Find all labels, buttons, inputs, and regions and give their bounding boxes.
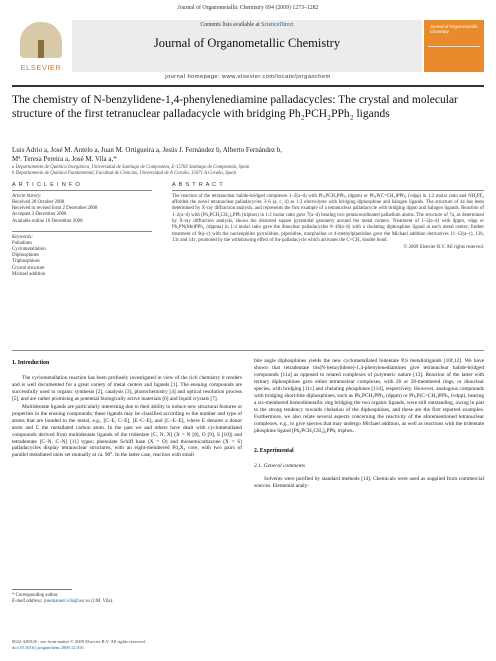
email-link[interactable]: josemanuel.vila@usc.es	[43, 598, 91, 604]
section-heading: 1. Introduction	[12, 360, 50, 366]
keywords-label: Keywords:	[12, 234, 34, 240]
history-item: Accepted 3 December 2008	[12, 212, 67, 218]
paragraph: Multidentate ligands are particularly interesting due to their ability to induce new structural features or properties in the ensuing compounds; these ligands may be classified according to the number and type of atoms that are bonded to the metal, e.g., [C–E, C–E], [E–C–E], and [C–E–E], where E denotes a donor atom and C the metallated carbon atom. In the past we and others have dealt with cyclometallated compounds derived from multidentate ligands of the tridentate [C, N, X] (X = N [8], O [9], S [10]) and tetradentate [C–N, C–N] [11] types; phenolate Schiff base (X = O) and thiosemicarbazone (X = S) palladacycles display tetranuclear structures, with an eight-membered Pd₄X₄ core, with two pairs of parallel metallated units set mutually at ca. 90°. In the latter case, reaction with small	[12, 403, 242, 459]
body-column-left	[12, 358, 242, 460]
footnote	[12, 589, 242, 605]
article-info-panel	[12, 182, 152, 278]
issn-line: 0022-328X/$ - see front matter © 2009 Elsevier B.V. All rights reserved.	[12, 639, 146, 644]
affiliations	[12, 165, 484, 177]
author-list	[12, 146, 484, 164]
masthead	[12, 20, 484, 72]
corresponding-author-note: * Corresponding author.	[12, 592, 59, 598]
keyword: Triphosphines	[12, 259, 40, 265]
cover-title: Journal of Organometallic Chemistry	[430, 24, 478, 34]
copyright-notice: © 2009 Elsevier B.V. All rights reserved.	[403, 245, 484, 251]
header-divider	[12, 85, 484, 87]
history-label: Article history:	[12, 193, 42, 199]
abstract-text: The reaction of the tetranuclear halide-bridged complexes 1–2(a–d) with Ph₂PCH₂PPh₂ (dppm) or Ph₂P(C=CH₂)PPh₂ (vdpp) in 1:2 molar ratio and NH₄PF₆ afforded the novel tetranuclear palladacycles 3–6 (a, c, d) as 1:2 electrolytes with bridging diphosphine and halogen ligands. The structure of 4a has been determined by X-ray diffraction analysis, and represents the first example of a tetranuclear palladacycle with bridging dppm and halogen ligands. Reaction of 1–2(a–d) with (Ph₂PCH₂CH₂)₂PPh (triphos) in 1:2 molar ratio gave 7(a–d) bearing two pentacoordinated palladium atoms. The structure of 7a, as determined by X-ray diffraction analysis, shows the distorted square pyramidal geometry around the metal centers. Treatment of 1–2(a–d) with dppm, vdpp or Ph₂PN(Me)PPh₂ (dppma) in 1:4 molar ratio gave the dinuclear palladacycles 8–10(a–d) with a chelating diphosphine ligand at each metal center; further treatment of 9(a–c) with the nucleophiles pyrrolidine, piperidine, morpholine or 4-methylpiperidine gave the Michael addition derivatives 11–12(a–c), 13b, 13c and 14c, promoted by the withdrawing effect of the palladacycle which activates the C=CH₂ double bond.	[172, 193, 484, 243]
keyword: Palladium	[12, 240, 32, 246]
authors-line-1: Luis Adrio a, José M. Antelo a, Juan M. Ortigueira a, Jesús J. Fernández b, Alberto Fernández b,	[12, 146, 283, 154]
publisher-logo-text: ELSEVIER	[20, 63, 62, 72]
abstract-divider	[12, 350, 484, 351]
abstract-heading: A B S T R A C T	[172, 182, 224, 188]
paragraph: bite angle diphosphines yields the new cyclometallated bidentate P,S metalloligands [10f,12]. We have shown that tetradentate bis(N-benzylidene)-1,4-phenylenediamines give tetranuclear halide-bridged compounds [11a] as opposed to related complexes of polymeric nature [13]. Reaction of the latter with tertiary diphosphines gave either tetranuclear complexes, with 26 or 28-membered rings, or dinuclear species, with bridging [11c] and chelating phosphines [11d], respectively. However, analogous compounds with bridging short-bite diphosphines, such as Ph₂PCH₂PPh₂ (dppm) or Ph₂P(C=CH₂)PPh₂ (vdpp), bearing a six-membered homodimetallic ring bridging the two organic ligands, were still outstanding, owing in part to the strong tendency towards chelation of the diphosphines, and these are the first reported examples. Furthermore, we also relate several aspects concerning the reactivity of the aforementioned tetranuclear complexes, e.g., to give species that may undergo Michael addition, as well as reactions with the tridentate phosphine ligand [Ph₂PCH₂CH₂]₂PPh, triphos.	[254, 358, 484, 434]
doi-link[interactable]: doi:10.1016/j.jorganchem.2008.12.016	[12, 645, 84, 650]
section-heading: 2. Experimental	[254, 448, 294, 455]
body-column-right	[254, 358, 484, 491]
publication-meta	[12, 639, 242, 651]
subsection-heading: 2.1. General comments	[254, 463, 306, 470]
journal-citation: Journal of Organometallic Chemistry 694 (2009) 1273–1282	[177, 5, 319, 11]
history-item: Available online 16 December 2008	[12, 218, 83, 224]
history-item: Received 28 October 2008	[12, 200, 65, 205]
paragraph: The cyclometallation reaction has been profusely investigated in view of the rich chemistry it renders and is well documented for a great variety of metal centers and ligands [1]. The ensuing compounds are successfully used in organic synthesis [2], catalysis [3], photochemistry [4] and optical resolution process [5], and are rather promising as potential biologically active materials [6] and liquid crystals [7].	[12, 374, 242, 402]
sciencedirect-link[interactable]: ScienceDirect	[261, 22, 294, 28]
affiliation-a: a Departamento de Química Inorgánica, Universidad de Santiago de Compostela, E-15782 Santiago de Compostela, Spain	[12, 165, 250, 170]
keyword: Cyclometallation	[12, 247, 46, 253]
journal-cover-thumbnail[interactable]	[424, 20, 484, 72]
contents-line: Contents lists available at ScienceDirect	[200, 22, 294, 28]
email-line: E-mail address: josemanuel.vila@usc.es (J.M. Vila).	[12, 598, 114, 604]
history-item: Received in revised form 2 December 2008	[12, 206, 98, 212]
elsevier-logo[interactable]	[12, 20, 70, 72]
journal-homepage[interactable]: journal homepage: www.elsevier.com/locate/jorganchem	[165, 74, 331, 80]
affiliation-b: b Departamento de Química Fundamental, Facultad de Ciencias, Universidad de A Coruña, 15071 A Coruña, Spain	[12, 171, 237, 176]
journal-name[interactable]: Journal of Organometallic Chemistry	[153, 36, 341, 50]
authors-line-2: Mª. Teresa Pereira a, José M. Vila a,*	[12, 155, 117, 163]
masthead-center	[72, 20, 422, 72]
keyword: Crystal structure	[12, 265, 45, 271]
keyword: Michael addition	[12, 271, 46, 277]
paragraph: Solvents were purified by standard methods [14]. Chemicals were used as supplied from commercial sources. Elemental analy-	[254, 476, 484, 490]
article-info-heading: A R T I C L E I N F O	[12, 182, 81, 188]
abstract-panel	[172, 182, 484, 250]
keyword: Diphosphines	[12, 253, 39, 259]
article-title: The chemistry of N-benzylidene-1,4-phenylenediamine palladacycles: The crystal and molecular structure of the first tetranuclear palladacycle with bridging Ph₂PCH₂PPh₂ ligands	[12, 94, 458, 120]
